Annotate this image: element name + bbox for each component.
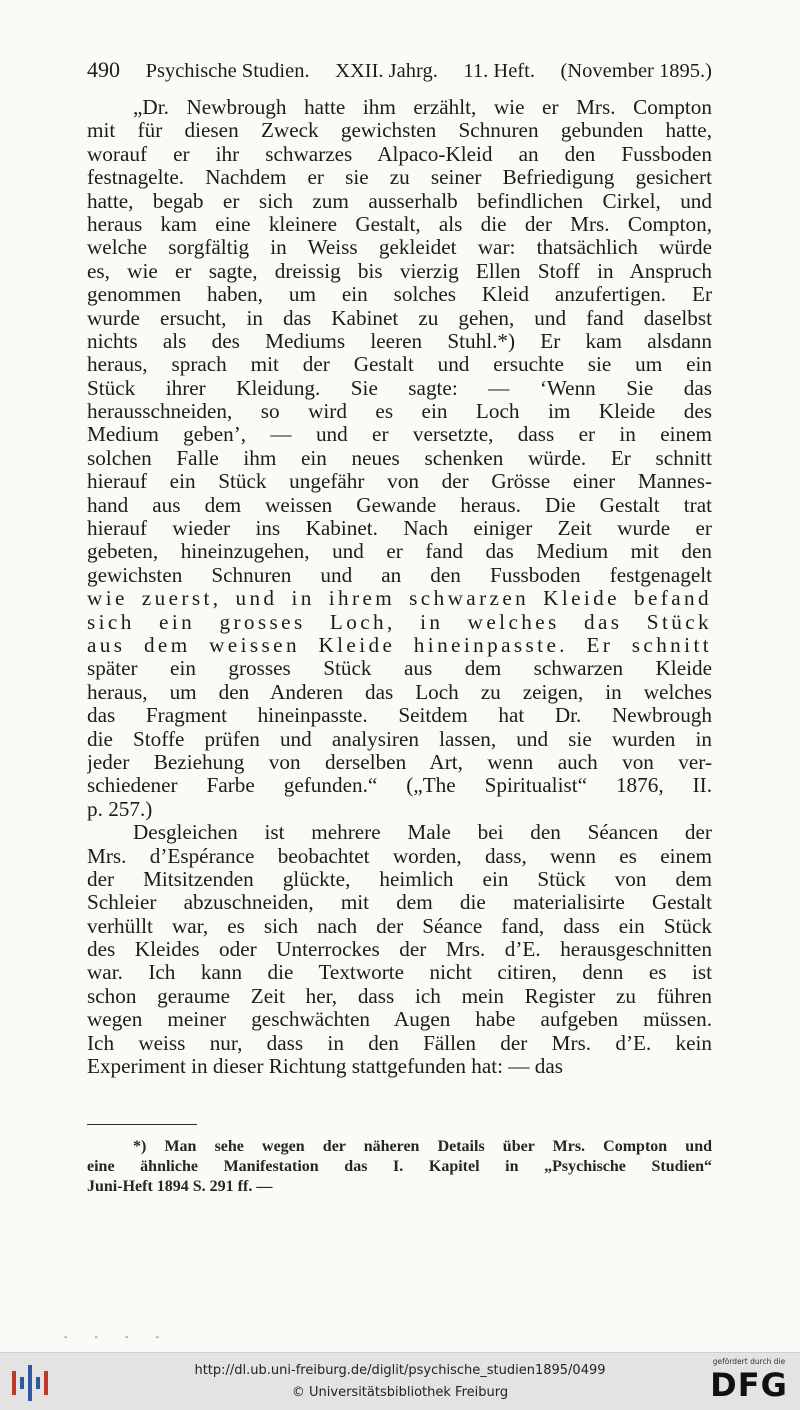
text-line: es, wie er sagte, dreissig bis vierzig Ellen Stoff in Anspruch	[87, 259, 712, 283]
dfg-tagline: gefördert durch die	[712, 1357, 786, 1366]
text-line: genommen haben, um ein solches Kleid anzufertigen. Er	[87, 283, 712, 307]
text-line: solchen Falle ihm ein neues schenken würde. Er schnitt	[87, 446, 712, 470]
text-line: Medium geben’, — und er versetzte, dass er in einem	[87, 423, 712, 447]
text-line: verhüllt war, es sich nach der Séance fand, dass ein Stück	[87, 914, 712, 938]
running-header	[87, 57, 712, 83]
text-line: sich ein grosses Loch, in welches das Stück	[87, 610, 712, 634]
body-text	[87, 96, 712, 1078]
text-line: hand aus dem weissen Gewande heraus. Die Gestalt trat	[87, 493, 712, 517]
text-line: heraus, sprach mit der Gestalt und ersuchte sie um ein	[87, 353, 712, 377]
viewer-footer-bar	[0, 1352, 800, 1410]
text-line: schiedener Farbe gefunden.“ („The Spiritualist“ 1876, II.	[87, 774, 712, 798]
text-line: Experiment in dieser Richtung stattgefunden hat: — das	[87, 1055, 564, 1079]
text-line: hierauf ein Stück ungefähr von der Grösse einer Mannes-	[87, 470, 712, 494]
text-line: Desgleichen ist mehrere Male bei den Séancen der	[133, 821, 712, 845]
text-line: heraus kam eine kleinere Gestalt, als die der Mrs. Compton,	[87, 212, 712, 236]
text-line: „Dr. Newbrough hatte ihm erzählt, wie er Mrs. Compton	[133, 96, 712, 119]
text-line: gewichsten Schnuren und an den Fussboden festgenagelt	[87, 563, 712, 587]
text-line: gebeten, hineinzugehen, und er fand das Medium mit den	[87, 540, 712, 564]
text-line: Schleier abzuschneiden, mit dem die materialisirte Gestalt	[87, 891, 712, 915]
text-line: des Kleides oder Unterrockes der Mrs. d’E. herausgeschnitten	[87, 938, 712, 962]
text-line: wegen meiner geschwächten Augen habe aufgeben müssen.	[87, 1008, 712, 1032]
text-line: schon geraume Zeit her, dass ich mein Register zu führen	[87, 984, 712, 1008]
scan-marks: - - - -	[64, 1332, 172, 1343]
text-line: die Stoffe prüfen und analysiren lassen, und sie wurden in	[87, 727, 712, 751]
text-line: p. 257.)	[87, 797, 153, 821]
text-line: Mrs. d’Espérance beobachtet worden, dass, wenn es einem	[87, 844, 712, 868]
text-line: der Mitsitzenden glückte, heimlich ein Stück von dem	[87, 867, 712, 891]
issue-date: (November 1895.)	[560, 60, 712, 82]
text-line: später ein grosses Stück aus dem schwarzen Kleide	[87, 657, 712, 681]
source-url-link[interactable]: http://dl.ub.uni-freiburg.de/diglit/psychische_studien1895/0499	[194, 1363, 606, 1378]
text-line: wie zuerst, und in ihrem schwarzen Kleide befand	[87, 587, 712, 611]
text-line: das Fragment hineinpasste. Seitdem hat Dr. Newbrough	[87, 704, 712, 728]
dfg-logo	[706, 1357, 792, 1407]
footnote	[87, 1137, 712, 1197]
text-line: heraus, um den Anderen das Loch zu zeigen, in welches	[87, 680, 712, 704]
text-line: festnagelte. Nachdem er sie zu seiner Befriedigung gesichert	[87, 166, 712, 190]
text-line: welche sorgfältig in Weiss gekleidet war: thatsächlich würde	[87, 236, 712, 260]
text-line: hierauf wieder ins Kabinet. Nach einiger Zeit wurde er	[87, 517, 712, 541]
dfg-logo-mark: DFG	[710, 1366, 788, 1404]
text-line: mit für diesen Zweck gewichsten Schnuren gebunden hatte,	[87, 119, 712, 143]
text-line: aus dem weissen Kleide hineinpasste. Er schnitt	[87, 633, 712, 657]
footnote-divider	[87, 1124, 197, 1125]
page-number: 490	[87, 57, 120, 82]
text-line: herausschneiden, so wird es ein Loch im Kleide des	[87, 400, 712, 424]
copyright-line: © Universitätsbibliothek Freiburg	[291, 1385, 509, 1400]
text-line: hatte, begab er sich zum ausserhalb befindlichen Cirkel, und	[87, 189, 712, 213]
footnote-line: *) Man sehe wegen der näheren Details über Mrs. Compton und	[133, 1138, 712, 1155]
text-line: Ich weiss nur, dass in den Fällen der Mrs. d’E. kein	[87, 1031, 712, 1055]
text-line: Stück ihrer Kleidung. Sie sagte: — ‘Wenn Sie das	[87, 376, 712, 400]
footnote-line: Juni-Heft 1894 S. 291 ff. —	[87, 1178, 273, 1195]
journal-title: Psychische Studien.	[145, 60, 310, 82]
footnote-line: eine ähnliche Manifestation das I. Kapitel in „Psychische Studien“	[87, 1158, 712, 1175]
text-line: wurde ersucht, in das Kabinet zu gehen, und fand daselbst	[87, 306, 712, 330]
text-line: worauf er ihr schwarzes Alpaco-Kleid an den Fussboden	[87, 142, 712, 166]
volume-label: XXII. Jahrg.	[335, 60, 438, 82]
text-line: jeder Beziehung von derselben Art, wenn auch von ver-	[87, 750, 712, 774]
issue-label: 11. Heft.	[463, 60, 535, 82]
text-line: nichts als des Mediums leeren Stuhl.*) Er kam alsdann	[87, 329, 712, 353]
text-line: war. Ich kann die Textworte nicht citiren, denn es ist	[87, 961, 712, 985]
